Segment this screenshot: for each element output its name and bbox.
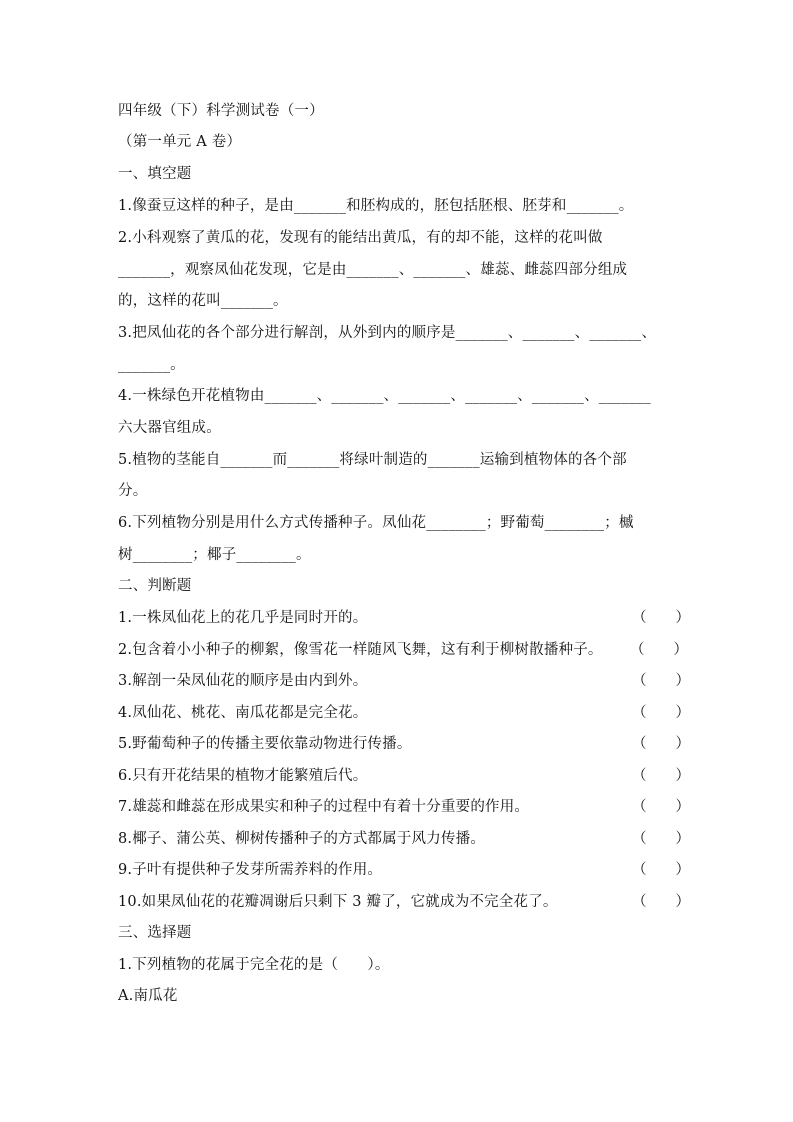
exam-title: 四年级（下）科学测试卷（一）	[118, 103, 324, 119]
true-false-item: 9.子叶有提供种子发芽所需养料的作用。	[118, 862, 383, 878]
true-false-item: 8.椰子、蒲公英、柳树传播种子的方式都属于风力传播。	[118, 831, 486, 847]
answer-parentheses: （ ）	[632, 705, 690, 721]
fill-blank-line: 2.小科观察了黄瓜的花，发现有的能结出黄瓜，有的却不能，这样的花叫做	[118, 230, 603, 246]
section-true-false-heading: 二、判断题	[118, 578, 192, 594]
true-false-item: 3.解剖一朵凤仙花的顺序是由内到外。	[118, 673, 368, 689]
section-fill-blank-heading: 一、填空题	[118, 166, 192, 182]
true-false-item: 4.凤仙花、桃花、南瓜花都是完全花。	[118, 705, 368, 721]
answer-parentheses: （ ）	[632, 799, 690, 815]
choice-option-a: A.南瓜花	[118, 988, 178, 1004]
fill-blank-line: _______。	[118, 357, 185, 373]
fill-blank-line: 6.下列植物分别是用什么方式传播种子。凤仙花________；野葡萄________；槭	[118, 515, 634, 531]
fill-blank-line: 4.一株绿色开花植物由_______、_______、_______、_______、_______、_______	[118, 388, 651, 404]
true-false-item: 1.一株凤仙花上的花几乎是同时开的。	[118, 610, 368, 626]
fill-blank-line: 树________；椰子________。	[118, 547, 311, 563]
fill-blank-line: _______，观察凤仙花发现，它是由_______、_______、雄蕊、雌蕊四部分组成	[118, 262, 628, 278]
fill-blank-line: 3.把凤仙花的各个部分进行解剖，从外到内的顺序是_______、_______、_______、	[118, 325, 657, 341]
fill-blank-line: 5.植物的茎能自_______而_______将绿叶制造的_______运输到植物体的各个部	[118, 452, 627, 468]
multiple-choice-question: 1.下列植物的花属于完全花的是（ ）。	[118, 957, 390, 973]
answer-parentheses: （ ）	[632, 768, 690, 784]
section-multiple-choice-heading: 三、选择题	[118, 925, 192, 941]
answer-parentheses: （ ）	[632, 610, 690, 626]
true-false-item: 2.包含着小小种子的柳絮，像雪花一样随风飞舞，这有利于柳树散播种子。	[118, 642, 603, 658]
exam-subtitle: （第一单元 A 卷）	[118, 134, 242, 150]
answer-parentheses: （ ）	[632, 862, 690, 878]
true-false-item: 10.如果凤仙花的花瓣凋谢后只剩下 3 瓣了，它就成为不完全花了。	[118, 894, 558, 910]
answer-parentheses: （ ）	[630, 642, 688, 658]
fill-blank-line: 的，这样的花叫_______。	[118, 293, 288, 309]
fill-blank-line: 1.像蚕豆这样的种子，是由_______和胚构成的，胚包括胚根、胚芽和_______。	[118, 198, 634, 214]
answer-parentheses: （ ）	[632, 736, 690, 752]
true-false-item: 6.只有开花结果的植物才能繁殖后代。	[118, 768, 368, 784]
true-false-item: 7.雄蕊和雌蕊在形成果实和种子的过程中有着十分重要的作用。	[118, 799, 530, 815]
answer-parentheses: （ ）	[632, 673, 690, 689]
answer-parentheses: （ ）	[632, 894, 690, 910]
true-false-item: 5.野葡萄种子的传播主要依靠动物进行传播。	[118, 736, 412, 752]
answer-parentheses: （ ）	[632, 831, 690, 847]
fill-blank-line: 六大器官组成。	[118, 420, 221, 436]
fill-blank-line: 分。	[118, 483, 148, 499]
